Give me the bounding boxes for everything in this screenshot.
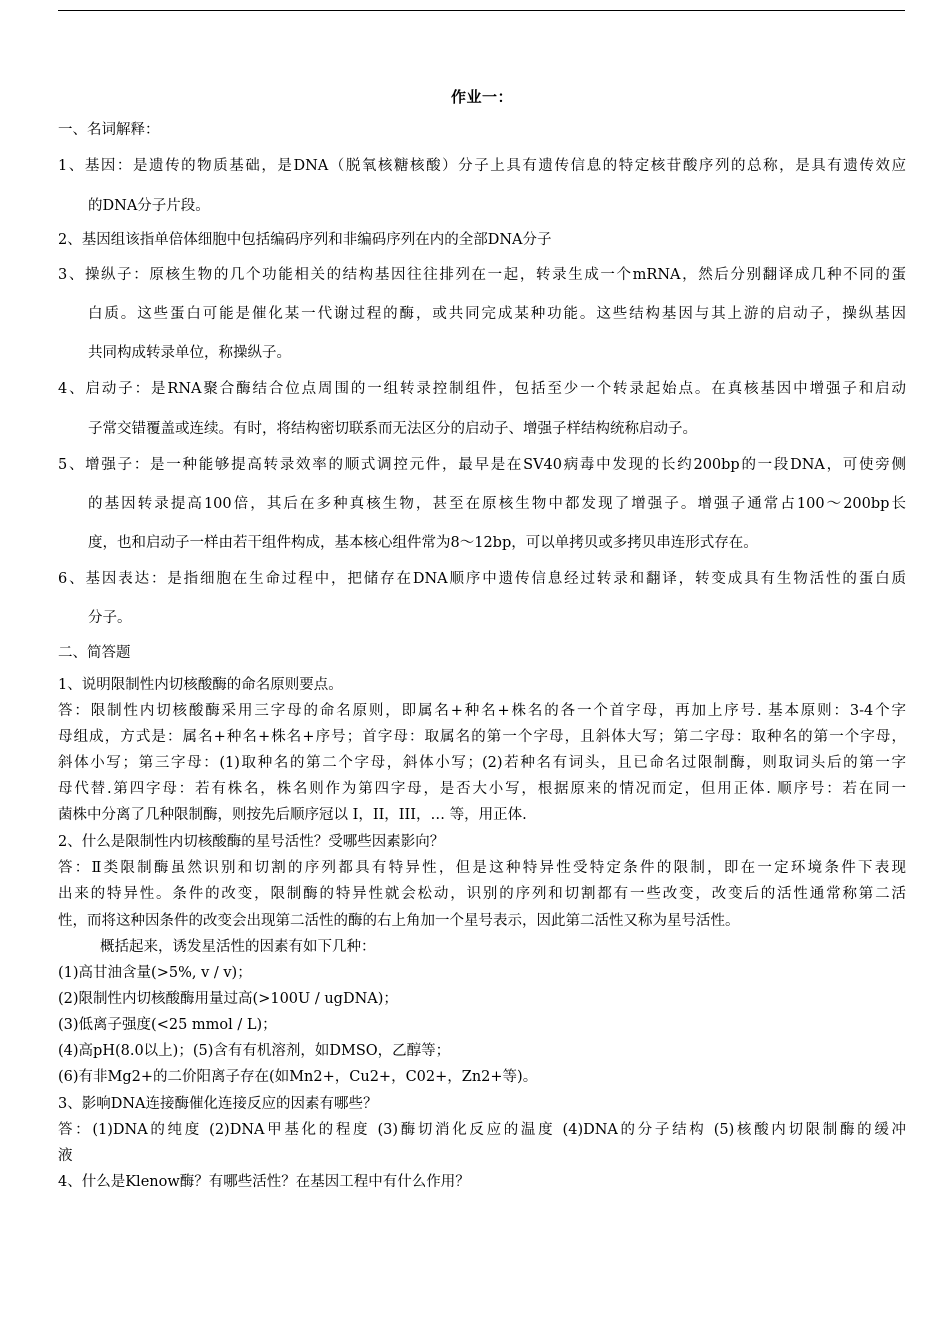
q2-factor-3: (3)低离子强度(<25 mmol / L)； — [58, 1017, 277, 1033]
section-heading-terms: 一、名词解释： — [58, 122, 160, 138]
page-title: 作业一： — [450, 88, 513, 106]
q3-answer-line1: 答：(1)DNA的纯度 (2)DNA甲基化的程度 (3)酶切消化反应的温度 (4)DNA的分子结构 (5)核酸内切限制酶的缓冲 — [58, 1122, 906, 1138]
q2-answer-line2: 出来的特异性。条件的改变，限制酶的特异性就会松动，识别的序列和切割都有一些改变，改变后的活性通常称第二活 — [58, 886, 906, 902]
q2-answer-line3: 性，而将这种因条件的改变会出现第二活性的酶的右上角加一个星号表示，因此第二活性又称为星号活性。 — [58, 913, 740, 929]
q3-question: 3、影响DNA连接酶催化连接反应的因素有哪些？ — [58, 1096, 378, 1112]
q1-answer-line5: 菌株中分离了几种限制酶，则按先后顺序冠以 I，II，III，… 等，用正体. — [58, 807, 527, 823]
q1-answer-line3: 斜体小写；第三字母：(1)取种名的第二个字母，斜体小写；(2)若种名有词头，且已命名过限制酶，则取词头后的第一字 — [58, 755, 906, 771]
section-heading-questions: 二、简答题 — [58, 645, 131, 661]
q2-summary: 概括起来，诱发星活性的因素有如下几种： — [100, 939, 376, 955]
header-rule — [58, 10, 905, 11]
q4-question: 4、什么是Klenow酶？有哪些活性？在基因工程中有什么作用？ — [58, 1174, 470, 1190]
term-expression-line1: 6、基因表达：是指细胞在生命过程中，把储存在DNA顺序中遗传信息经过转录和翻译，转变成具有生物活性的蛋白质 — [58, 571, 906, 587]
q2-question: 2、什么是限制性内切核酸酶的星号活性？受哪些因素影向？ — [58, 834, 445, 850]
q2-factor-1: (1)高甘油含量(>5%, v / v)； — [58, 965, 252, 981]
term-promoter-line2: 子常交错覆盖或连续。有时，将结构密切联系而无法区分的启动子、增强子样结构统称启动子。 — [88, 421, 697, 437]
term-operon-line3: 共同构成转录单位，称操纵子。 — [88, 345, 291, 361]
q1-question: 1、说明限制性内切核酸酶的命名原则要点。 — [58, 677, 343, 693]
q3-answer-line2: 液 — [58, 1148, 73, 1164]
term-promoter-line1: 4、启动子：是RNA聚合酶结合位点周围的一组转录控制组件，包括至少一个转录起始点。在真核基因中增强子和启动 — [58, 381, 906, 397]
q1-answer-line2: 母组成，方式是：属名+种名+株名+序号；首字母：取属名的第一个字母，且斜体大写；第二字母：取种名的第一个字母， — [58, 729, 906, 745]
q1-answer-line1: 答：限制性内切核酸酶采用三字母的命名原则，即属名+种名+株名的各一个首字母，再加上序号. 基本原则：3-4个字 — [58, 703, 906, 719]
q1-answer-line4: 母代替.第四字母：若有株名，株名则作为第四字母，是否大小写，根据原来的情况而定，但用正体. 顺序号：若在同一 — [58, 781, 906, 797]
term-operon-line2: 白质。这些蛋白可能是催化某一代谢过程的酶，或共同完成某种功能。这些结构基因与其上游的启动子，操纵基因 — [88, 306, 906, 322]
term-genome-line1: 2、基因组该指单倍体细胞中包括编码序列和非编码序列在内的全部DNA分子 — [58, 232, 552, 248]
term-operon-line1: 3、操纵子：原核生物的几个功能相关的结构基因往往排列在一起，转录生成一个mRNA，然后分别翻译成几种不同的蛋 — [58, 267, 906, 283]
term-expression-line2: 分子。 — [88, 610, 132, 626]
q2-answer-line1: 答：Ⅱ类限制酶虽然识别和切割的序列都具有特异性，但是这种特异性受特定条件的限制，即在一定环境条件下表现 — [58, 860, 906, 876]
term-enhancer-line2: 的基因转录提高100倍，其后在多种真核生物，甚至在原核生物中都发现了增强子。增强子通常占100～200bp长 — [88, 496, 906, 512]
q2-factor-6: (6)有非Mg2+的二价阳离子存在(如Mn2+，Cu2+，C02+，Zn2+等)。 — [58, 1069, 538, 1085]
term-enhancer-line3: 度，也和启动子一样由若干组件构成，基本核心组件常为8～12bp，可以单拷贝或多拷贝串连形式存在。 — [88, 535, 758, 551]
term-gene-line2: 的DNA分子片段。 — [88, 198, 210, 214]
q2-factor-2: (2)限制性内切核酸酶用量过高(>100U / ugDNA)； — [58, 991, 398, 1007]
term-enhancer-line1: 5、增强子：是一种能够提高转录效率的顺式调控元件，最早是在SV40病毒中发现的长约200bp的一段DNA，可使旁侧 — [58, 457, 906, 473]
q2-factor-4: (4)高pH(8.0以上)；(5)含有有机溶剂，如DMSO，乙醇等； — [58, 1043, 451, 1059]
term-gene-line1: 1、基因：是遗传的物质基础，是DNA（脱氧核糖核酸）分子上具有遗传信息的特定核苷酸序列的总称，是具有遗传效应 — [58, 158, 906, 174]
